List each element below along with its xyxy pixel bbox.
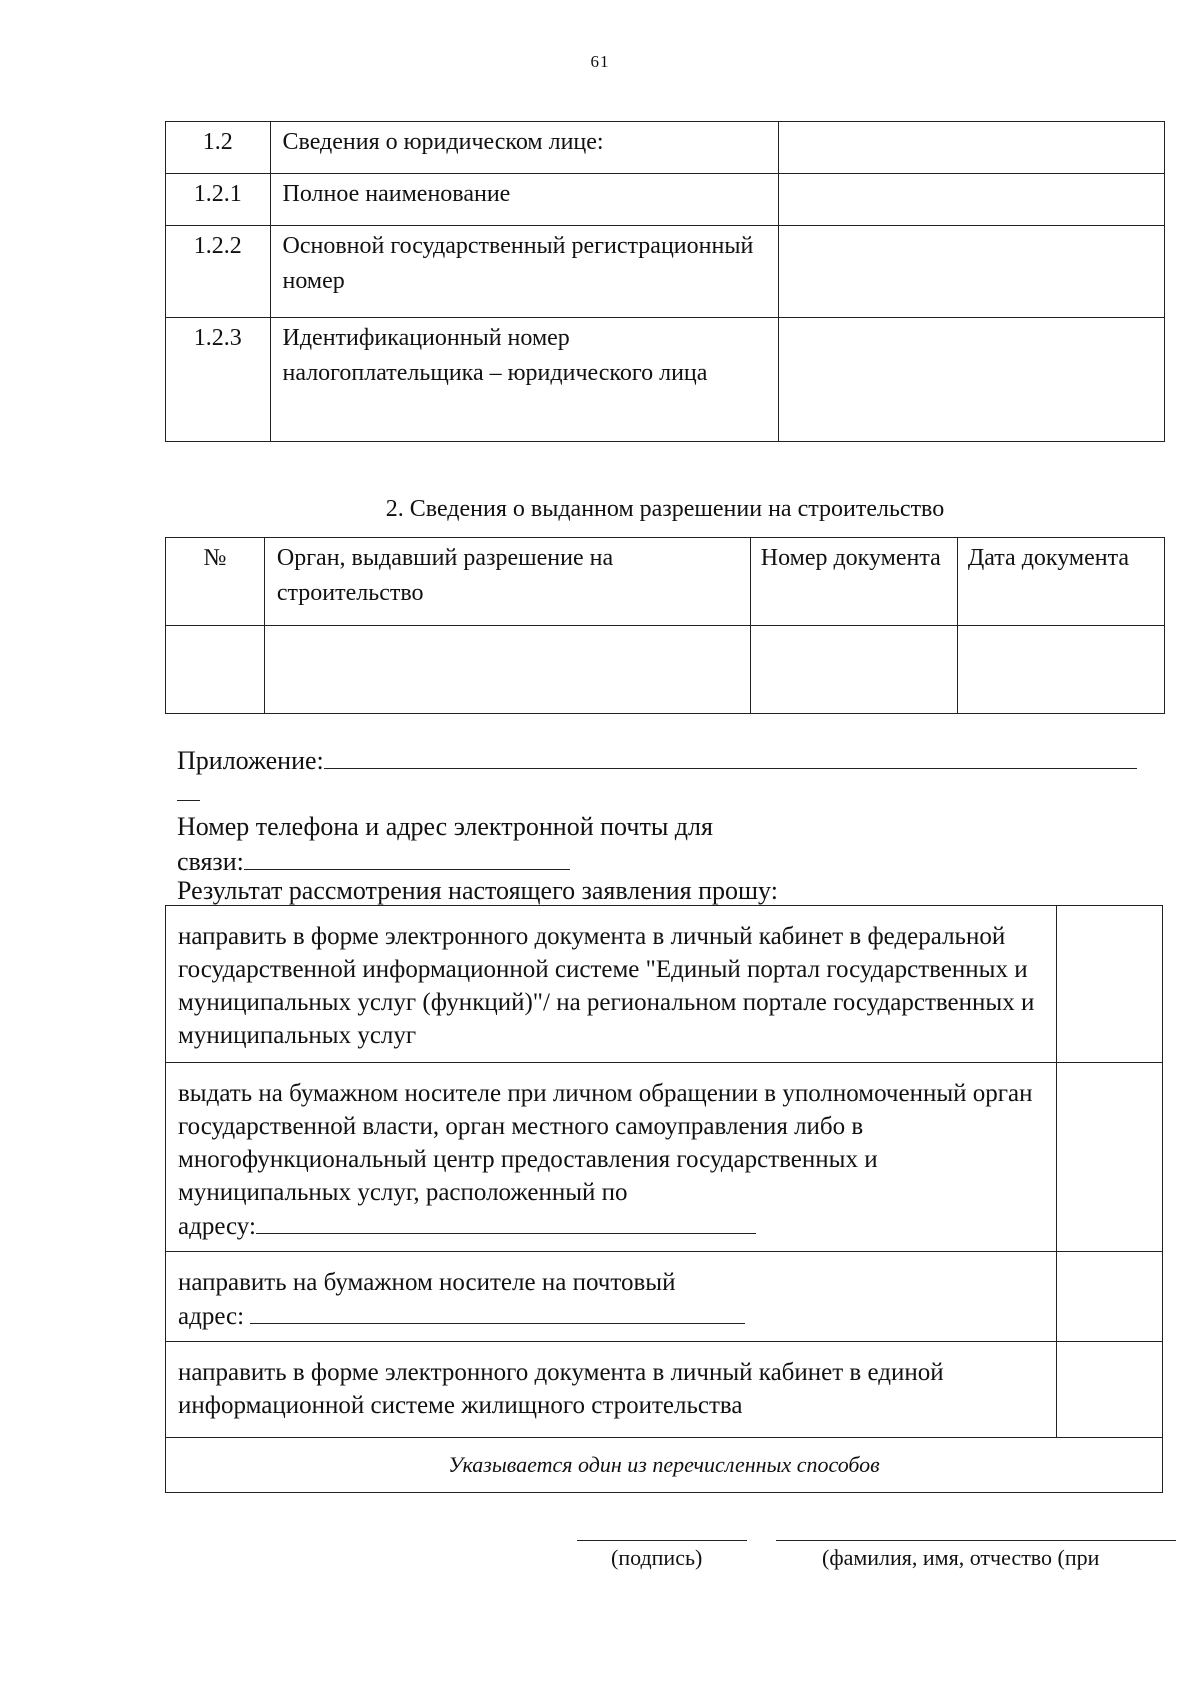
name-caption: (фамилия, имя, отчество (при (822, 1545, 1100, 1570)
contact-block (177, 810, 713, 878)
row-label: Идентификационный номер налогоплательщика – юридического лица (270, 318, 779, 442)
contact-label-cont: связи: (177, 847, 244, 876)
value-cell[interactable] (779, 174, 1165, 226)
attachment-line (177, 742, 1137, 777)
delivery-option-checkbox[interactable] (1056, 1342, 1162, 1438)
contact-field[interactable] (244, 843, 570, 870)
address-field[interactable] (250, 1299, 745, 1324)
attachment-field[interactable] (324, 742, 1137, 769)
table-row (166, 906, 1163, 1063)
address-field[interactable] (256, 1209, 756, 1234)
signature-caption: (подпись) (611, 1545, 703, 1570)
table-cell[interactable] (957, 626, 1164, 714)
row-label: Сведения о юридическом лице: (270, 122, 779, 174)
section-title: 2. Сведения о выданном разрешении на строительство (385, 496, 945, 522)
name-line[interactable] (776, 1540, 1176, 1541)
table-header-row (166, 538, 1165, 626)
contact-label: Номер телефона и адрес электронной почты для (177, 812, 713, 841)
table-cell[interactable] (750, 626, 957, 714)
delivery-option-checkbox[interactable] (1056, 1063, 1162, 1252)
signature-line[interactable] (577, 1540, 747, 1541)
row-label: Основной государственный регистрационный номер (270, 226, 779, 318)
delivery-method-table (165, 905, 1163, 1493)
column-header: № (166, 538, 265, 626)
value-cell[interactable] (779, 318, 1165, 442)
attachment-label: Приложение: (177, 746, 324, 775)
table-row (166, 1252, 1163, 1342)
delivery-option-text: выдать на бумажном носителе при личном обращении в уполномоченный орган государственной власти, орган местного самоуправления либо в многофункциональный центр предоставления государственных и муниципальных услуг, расположенный по (178, 1080, 1033, 1206)
legal-entity-table (165, 121, 1165, 442)
table-row (166, 1063, 1163, 1252)
delivery-option-text: направить в форме электронного документа в личный кабинет в единой информационной системе жилищного строительства (166, 1342, 1057, 1438)
table-cell[interactable] (166, 626, 265, 714)
permit-table (165, 537, 1165, 714)
delivery-option-cell (166, 1252, 1057, 1342)
delivery-option-checkbox[interactable] (1056, 906, 1162, 1063)
table-row (166, 1342, 1163, 1438)
attachment-field-continuation (177, 800, 200, 801)
table-cell[interactable] (264, 626, 750, 714)
table-row (166, 318, 1165, 442)
delivery-option-text: направить на бумажном носителе на почтовый (178, 1269, 676, 1296)
address-label: адрес: (178, 1303, 245, 1330)
column-header: Орган, выдавший разрешение на строительство (264, 538, 750, 626)
row-label: Полное наименование (270, 174, 779, 226)
delivery-option-checkbox[interactable] (1056, 1252, 1162, 1342)
row-number: 1.2.3 (166, 318, 271, 442)
delivery-option-text: направить в форме электронного документа в личный кабинет в федеральной государственной информационной системе "Единый портал государственных и муниципальных услуг (функций)"/ на региональном портале государственных и муниципальных услуг (166, 906, 1057, 1063)
table-row (166, 174, 1165, 226)
table-row (166, 626, 1165, 714)
row-number: 1.2.1 (166, 174, 271, 226)
address-label: адресу: (178, 1213, 256, 1240)
table-row (166, 226, 1165, 318)
row-number: 1.2.2 (166, 226, 271, 318)
result-request-label: Результат рассмотрения настоящего заявления прошу: (177, 876, 778, 905)
value-cell[interactable] (779, 226, 1165, 318)
table-row (166, 122, 1165, 174)
column-header: Номер документа (750, 538, 957, 626)
delivery-option-cell (166, 1063, 1057, 1252)
row-number: 1.2 (166, 122, 271, 174)
value-cell[interactable] (779, 122, 1165, 174)
table-row (166, 1438, 1163, 1493)
page-number: 61 (590, 52, 610, 71)
column-header: Дата документа (957, 538, 1164, 626)
delivery-note: Указывается один из перечисленных способов (166, 1438, 1163, 1493)
